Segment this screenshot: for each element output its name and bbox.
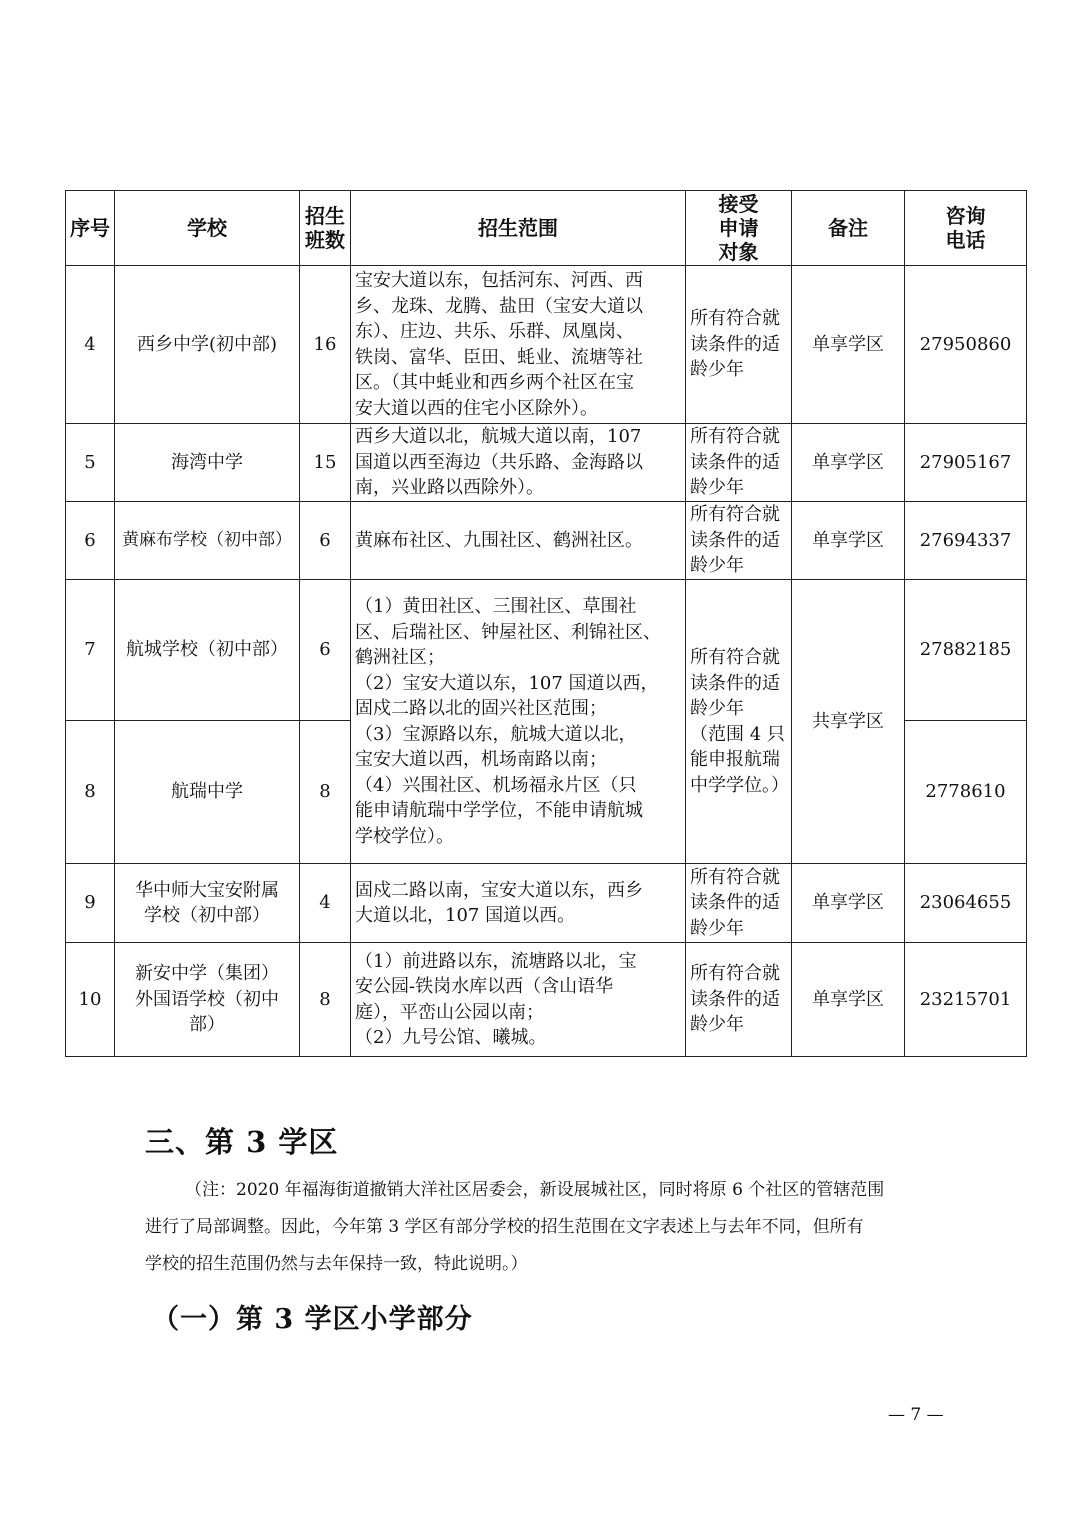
remark-cell: 单享学区	[792, 266, 905, 424]
note-line: 学校的招生范围仍然与去年保持一致，特此说明。）	[145, 1254, 528, 1274]
school-cell: 海湾中学	[115, 424, 300, 502]
target-cell: 所有符合就 读条件的适 龄少年	[686, 424, 792, 502]
table-row	[66, 266, 1027, 424]
phone-cell: 27882185	[905, 580, 1027, 721]
remark-cell: 单享学区	[792, 943, 905, 1057]
phone-cell: 23215701	[905, 943, 1027, 1057]
school-cell: 华中师大宝安附属 学校（初中部）	[115, 864, 300, 943]
table-row	[66, 943, 1027, 1057]
seq-cell: 9	[66, 864, 115, 943]
target-cell: 所有符合就 读条件的适 龄少年 （范围 4 只 能申报航瑞 中学学位。）	[686, 580, 792, 864]
note-line: 进行了局部调整。因此，今年第 3 学区有部分学校的招生范围在文字表述上与去年不同，但所有	[145, 1217, 864, 1237]
classes-cell: 4	[300, 864, 351, 943]
remark-cell: 共享学区	[792, 580, 905, 864]
classes-cell: 6	[300, 502, 351, 580]
seq-cell: 6	[66, 502, 115, 580]
phone-cell: 27950860	[905, 266, 1027, 424]
remark-cell: 单享学区	[792, 502, 905, 580]
classes-cell: 6	[300, 580, 351, 721]
header-scope: 招生范围	[351, 191, 686, 266]
remark-cell: 单享学区	[792, 864, 905, 943]
enrollment-table	[65, 190, 1027, 1057]
header-classes: 招生 班数	[300, 191, 351, 266]
scope-cell: 西乡大道以北，航城大道以南，107 国道以西至海边（共乐路、金海路以 南，兴业路以西除外）。	[351, 424, 686, 502]
phone-cell: 27694337	[905, 502, 1027, 580]
header-row	[66, 191, 1027, 266]
phone-cell: 23064655	[905, 864, 1027, 943]
school-cell: 西乡中学(初中部)	[115, 266, 300, 424]
seq-cell: 4	[66, 266, 115, 424]
scope-cell: 黄麻布社区、九围社区、鹤洲社区。	[351, 502, 686, 580]
seq-cell: 7	[66, 580, 115, 721]
seq-cell: 5	[66, 424, 115, 502]
table-row	[66, 864, 1027, 943]
scope-cell: 宝安大道以东，包括河东、河西、西 乡、龙珠、龙腾、盐田（宝安大道以 东）、庄边、共乐、乐群、凤凰岗、 铁岗、富华、臣田、蚝业、流塘等社 区。（其中蚝业和西乡两个社区在宝 安大道以西的住宅小区除外）。	[351, 266, 686, 424]
scope-cell: （1）前进路以东，流塘路以北，宝 安公园-铁岗水库以西（含山语华 庭），平峦山公园以南； （2）九号公馆、曦城。	[351, 943, 686, 1057]
header-target: 接受 申请 对象	[686, 191, 792, 266]
table-row	[66, 580, 1027, 721]
target-cell: 所有符合就 读条件的适 龄少年	[686, 266, 792, 424]
school-cell: 黄麻布学校（初中部）	[115, 502, 300, 580]
phone-cell: 27905167	[905, 424, 1027, 502]
target-cell: 所有符合就 读条件的适 龄少年	[686, 943, 792, 1057]
phone-cell: 2778610	[905, 721, 1027, 864]
classes-cell: 15	[300, 424, 351, 502]
school-cell: 航瑞中学	[115, 721, 300, 864]
header-seq: 序号	[66, 191, 115, 266]
header-remark: 备注	[792, 191, 905, 266]
school-cell: 新安中学（集团） 外国语学校（初中 部）	[115, 943, 300, 1057]
scope-cell: 固戍二路以南，宝安大道以东，西乡 大道以北，107 国道以西。	[351, 864, 686, 943]
section-title: 三、第 3 学区	[145, 1125, 339, 1159]
target-cell: 所有符合就 读条件的适 龄少年	[686, 864, 792, 943]
target-cell: 所有符合就 读条件的适 龄少年	[686, 502, 792, 580]
note-line: （注：2020 年福海街道撤销大洋社区居委会，新设展城社区，同时将原 6 个社区的管辖范围	[185, 1180, 885, 1200]
scope-cell: （1）黄田社区、三围社区、草围社 区、后瑞社区、钟屋社区、利锦社区、 鹤洲社区； （2）宝安大道以东，107 国道以西， 固戍二路以北的固兴社区范围； （3）宝源路以东，航城大道以北， 宝安大道以西，机场南路以南； （4）兴围社区、机场福永片区（只 能申请航瑞中学学位，不能申请航城 学校学位）。	[351, 580, 686, 864]
table-row	[66, 502, 1027, 580]
seq-cell: 10	[66, 943, 115, 1057]
school-cell: 航城学校（初中部）	[115, 580, 300, 721]
classes-cell: 8	[300, 943, 351, 1057]
table-row	[66, 424, 1027, 502]
classes-cell: 8	[300, 721, 351, 864]
header-school: 学校	[115, 191, 300, 266]
classes-cell: 16	[300, 266, 351, 424]
subsection-title: （一）第 3 学区小学部分	[152, 1304, 473, 1335]
note-paragraph	[145, 1172, 950, 1283]
header-phone: 咨询 电话	[905, 191, 1027, 266]
seq-cell: 8	[66, 721, 115, 864]
page-number: — 7 —	[888, 1405, 944, 1425]
remark-cell: 单享学区	[792, 424, 905, 502]
